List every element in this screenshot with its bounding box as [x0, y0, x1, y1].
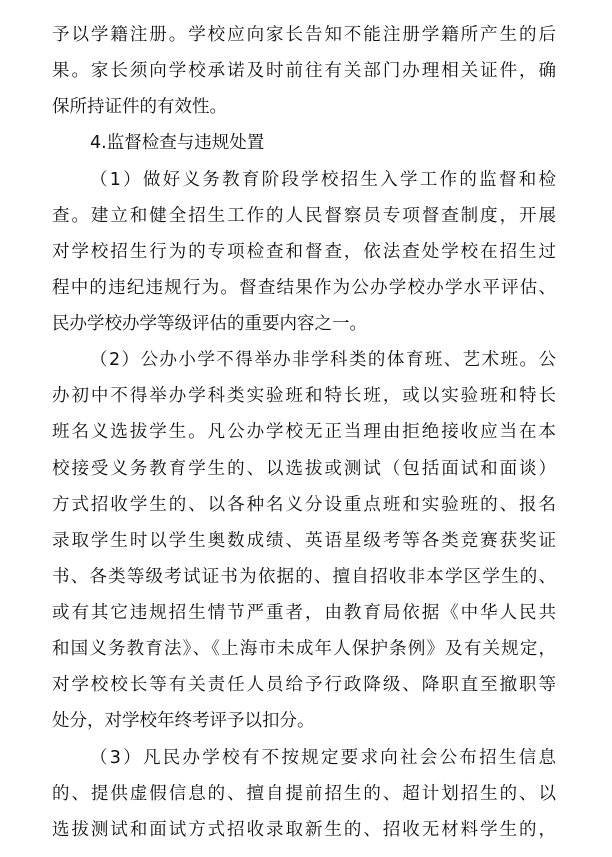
paragraph-item-2: [52, 342, 556, 739]
paragraph-registration-continued: [52, 17, 556, 125]
text-line: 的、提供虚假信息的、擅自提前招生的、超计划招生的、以: [52, 783, 556, 804]
text-line: 予以学籍注册。学校应向家长告知不能注册学籍所产生的后: [52, 25, 556, 45]
text-line: 对学校校长等有关责任人员给予行政降级、降职直至撤职等: [52, 675, 556, 696]
text-line: 和国义务教育法》、《上海市未成年人保护条例》及有关规定，: [52, 639, 556, 660]
text-line: 查。建立和健全招生工作的人民督察员专项督查制度，开展: [52, 205, 556, 226]
text-line: （2）公办小学不得举办非学科类的体育班、艺术班。公: [90, 350, 556, 371]
text-line: 班名义选拔学生。凡公办学校无正当理由拒绝接收应当在本: [52, 422, 556, 443]
paragraph-item-1: [52, 162, 556, 343]
text-line: 程中的违纪违规行为。督查结果作为公办学校办学水平评估、: [52, 277, 556, 298]
text-line: 录取学生时以学生奥数成绩、英语星级考等各类竞赛获奖证: [52, 530, 556, 551]
text-line: 方式招收学生的、以各种名义分设重点班和实验班的、报名: [52, 494, 556, 515]
text-line: 办初中不得举办学科类实验班和特长班，或以实验班和特长: [52, 386, 556, 407]
paragraph-item-3: [52, 740, 556, 848]
text-line: 对学校招生行为的专项检查和督查，依法查处学校在招生过: [52, 241, 556, 262]
text-line: 处分，对学校年终考评予以扣分。: [52, 711, 315, 732]
text-line: （3）凡民办学校有不按规定要求向社会公布招生信息: [90, 747, 556, 768]
text-line: 民办学校办学等级评估的重要内容之一。: [52, 314, 367, 334]
text-line: 保所持证件的有效性。: [52, 97, 227, 118]
text-line: 果。家长须向学校承诺及时前往有关部门办理相关证件，确: [52, 61, 556, 82]
text-line: 校接受义务教育学生的、以选拔或测试（包括面试和面谈）: [52, 458, 556, 479]
text-line: （1）做好义务教育阶段学校招生入学工作的监督和检: [90, 169, 556, 190]
section-heading: [52, 125, 556, 161]
text-line: 书、各类等级考试证书为依据的、擅自招收非本学区学生的、: [52, 566, 556, 587]
section-heading-text: 4.监督检查与违规处置: [90, 133, 265, 154]
text-line: 选拔测试和面试方式招收录取新生的、招收无材料学生的，: [52, 819, 556, 840]
text-line: 或有其它违规招生情节严重者，由教育局依据《中华人民共: [52, 603, 556, 623]
